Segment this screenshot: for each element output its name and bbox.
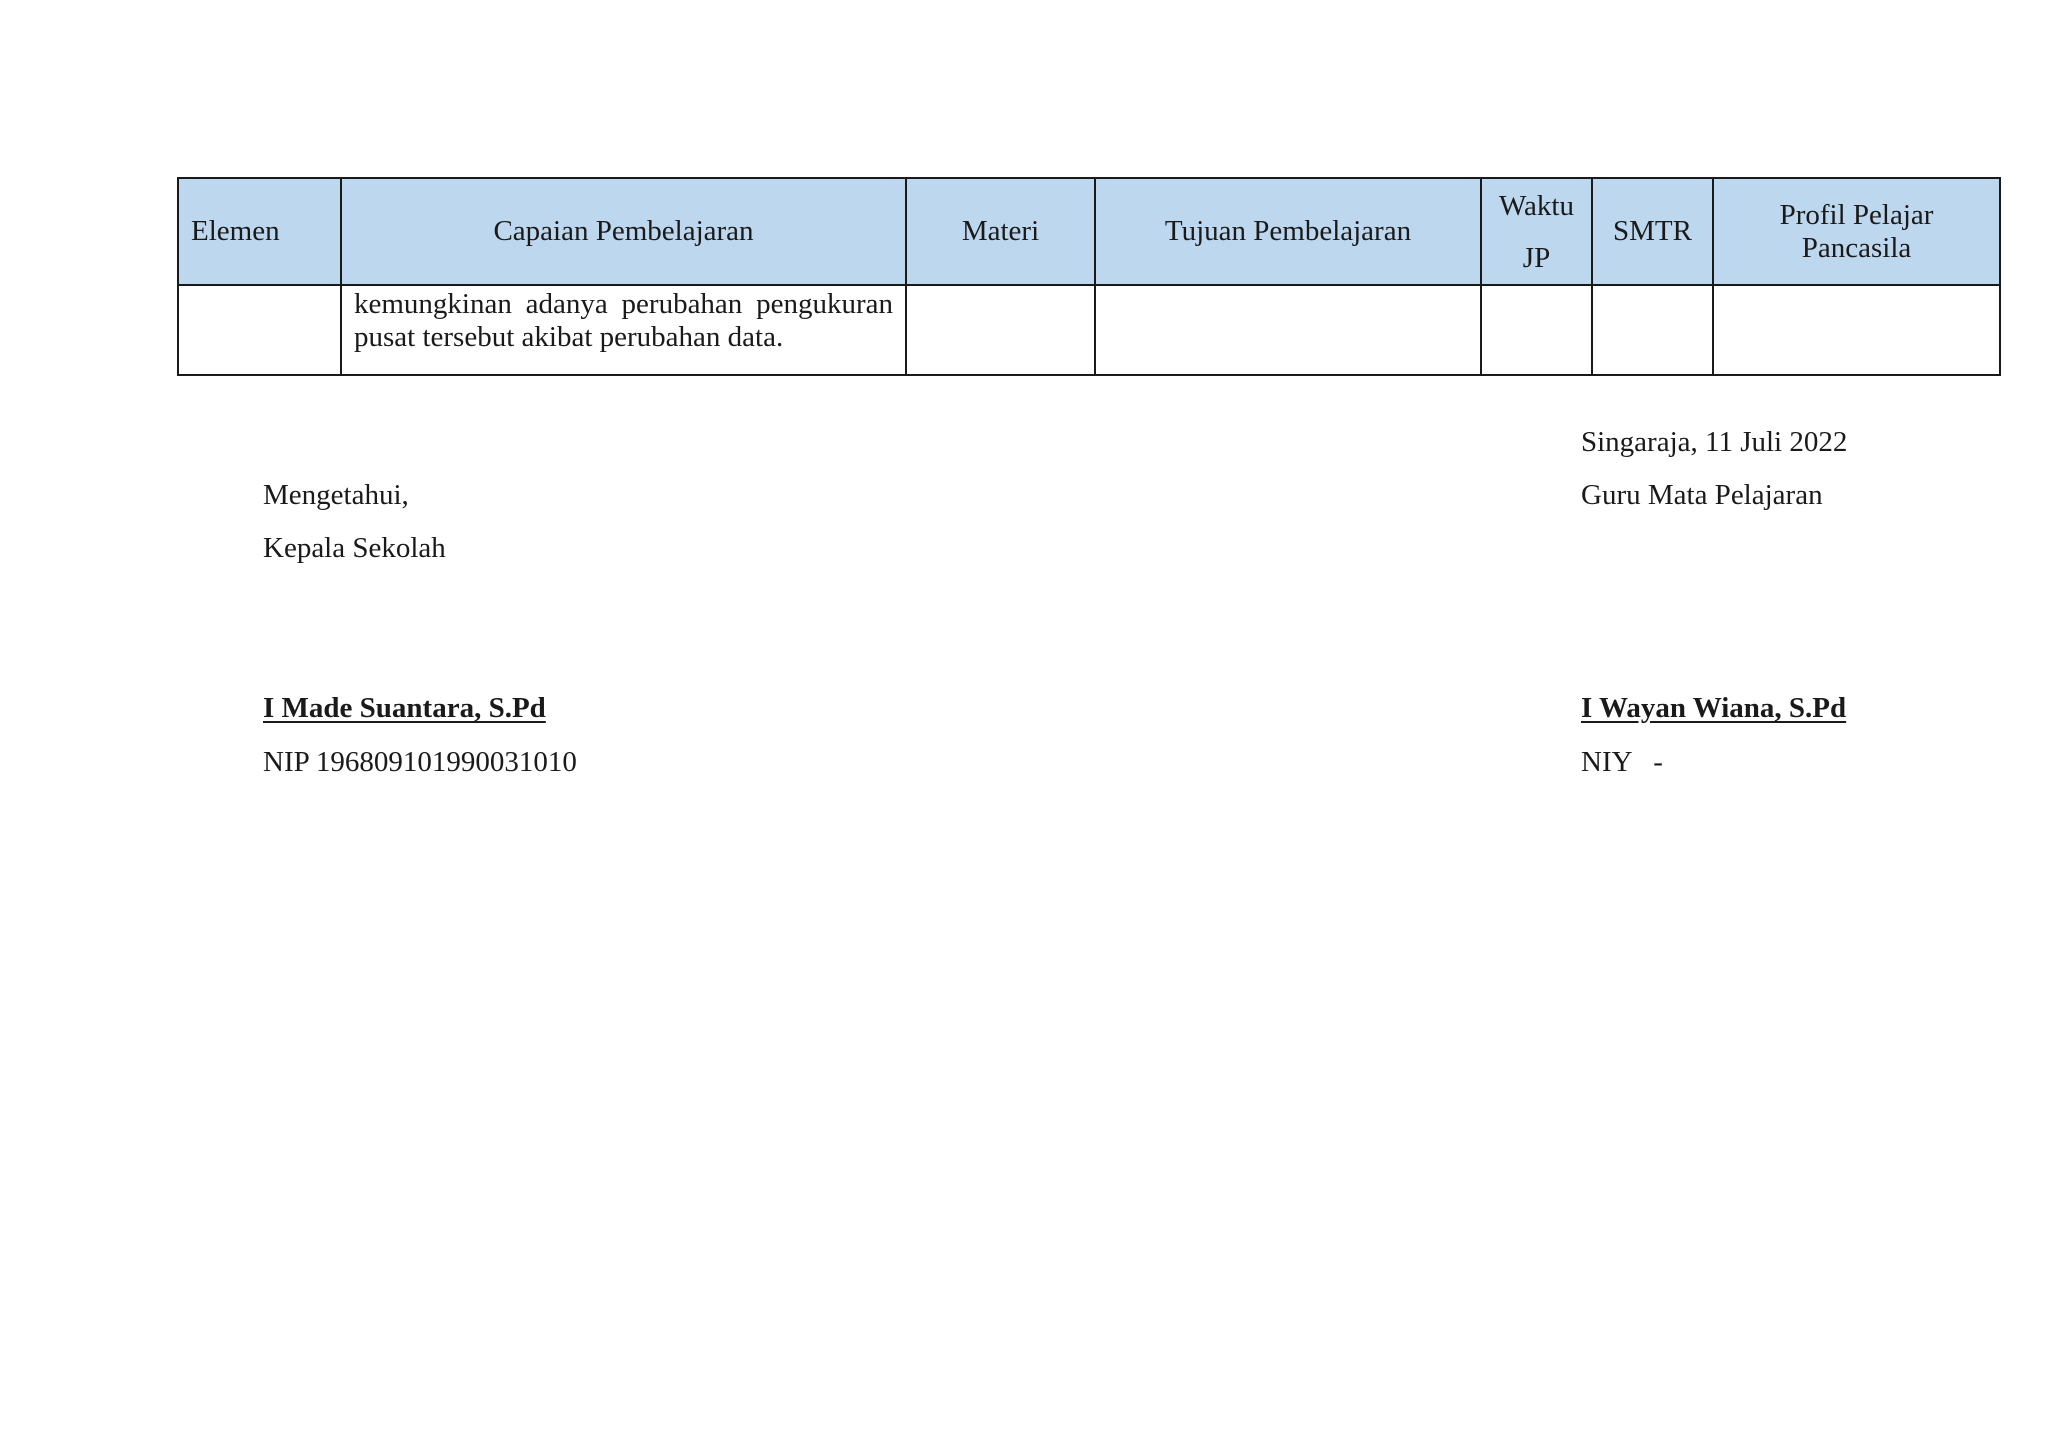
cell-profil — [1713, 285, 2000, 375]
cell-tujuan-pembelajaran — [1095, 285, 1481, 375]
header-profil-line1: Profil Pelajar — [1779, 198, 1934, 231]
header-jp-label: JP — [1522, 241, 1551, 274]
learning-outcomes-table — [177, 177, 2001, 376]
teacher-name: I Wayan Wiana, S.Pd — [1581, 692, 1847, 724]
left-sign-intro: Mengetahui, — [263, 479, 409, 511]
header-elemen: Elemen — [178, 178, 341, 285]
header-waktu-label: Waktu — [1499, 189, 1574, 222]
capaian-line1: kemungkinan adanya perubahan pengukuran — [354, 288, 893, 320]
cell-waktu — [1481, 285, 1592, 375]
header-capaian-pembelajaran: Capaian Pembelajaran — [341, 178, 906, 285]
table-row — [178, 285, 2000, 375]
cell-elemen — [178, 285, 341, 375]
capaian-line2: pusat tersebut akibat perubahan data. — [354, 321, 784, 353]
cell-smtr — [1592, 285, 1713, 375]
cell-capaian-pembelajaran — [341, 285, 906, 375]
header-tujuan-pembelajaran: Tujuan Pembelajaran — [1095, 178, 1481, 285]
teacher-niy: NIY - — [1581, 746, 1663, 778]
principal-nip: NIP 196809101990031010 — [263, 746, 577, 778]
place-date: Singaraja, 11 Juli 2022 — [1581, 426, 1848, 458]
header-profil-line2: Pancasila — [1801, 231, 1912, 264]
header-materi: Materi — [906, 178, 1095, 285]
header-waktu-jp — [1481, 178, 1592, 285]
left-sign-role: Kepala Sekolah — [263, 532, 446, 564]
header-smtr: SMTR — [1592, 178, 1713, 285]
principal-name: I Made Suantara, S.Pd — [263, 692, 546, 724]
cell-materi — [906, 285, 1095, 375]
header-profil-pelajar-pancasila — [1713, 178, 2000, 285]
table-header-row — [178, 178, 2000, 285]
right-sign-role: Guru Mata Pelajaran — [1581, 479, 1823, 511]
